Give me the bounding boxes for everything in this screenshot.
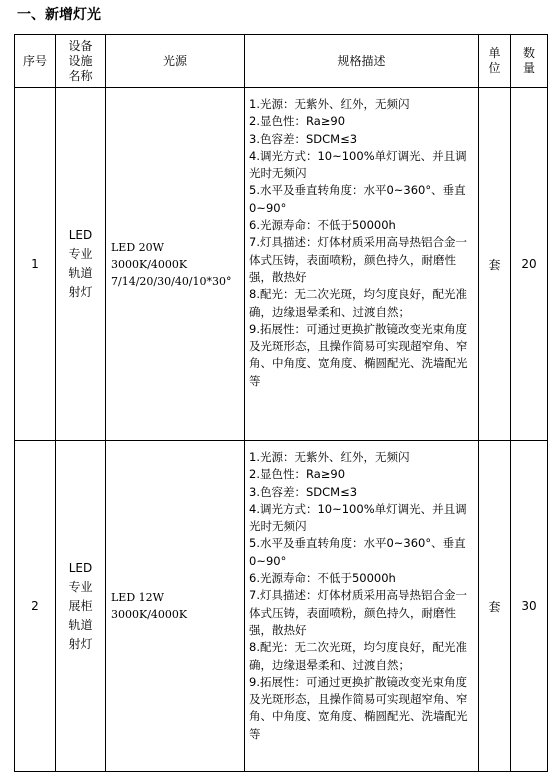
- header-device-name-line: 名称: [68, 68, 93, 83]
- spec-item: 7.灯具描述：灯体材质采用高导热铝合金一体式压铸，表面喷粉，颜色持久，耐磨性强，散热好: [249, 235, 467, 284]
- row-light-source: [106, 88, 245, 441]
- header-index: 序号: [15, 35, 56, 88]
- light-source-line: 3000K/4000K: [111, 257, 188, 271]
- device-name-line: 射灯: [68, 636, 93, 651]
- spec-item: 6.光源寿命：不低于50000h: [249, 571, 396, 586]
- row-quantity: 20: [511, 88, 548, 441]
- header-unit: [479, 35, 511, 88]
- row-index: 2: [15, 441, 56, 772]
- spec-item: 4.调光方式：10~100%单灯调光、并且调光时无频闪: [249, 501, 467, 534]
- device-name-line: 专业: [68, 579, 93, 594]
- header-light-source: 光源: [106, 35, 245, 88]
- spec-item: 1.光源：无紫外、红外，无频闪: [249, 97, 410, 111]
- header-unit-line: 单: [488, 46, 501, 60]
- light-source-line: LED 12W: [111, 591, 164, 604]
- spec-item: 8.配光：无二次光斑，均匀度良好，配光准确，边缘退晕柔和、过渡自然；: [249, 287, 467, 319]
- spec-item: 2.显色性：Ra≥90: [249, 467, 346, 482]
- row-unit: 套: [479, 88, 511, 441]
- device-name-line: 射灯: [68, 285, 93, 299]
- spec-item: 9.拓展性：可通过更换扩散镜改变光束角度及光斑形态，且操作简易可实现超窄角、窄角、中角度、宽角度、椭圆配光、洗墙配光等: [249, 321, 468, 388]
- row-light-source: [106, 441, 245, 772]
- light-source-line: 3000K/4000K: [111, 608, 188, 621]
- device-name-line: 展柜: [68, 598, 93, 613]
- table-row: [15, 441, 548, 772]
- spec-item: 3.色容差：SDCM≤3: [249, 484, 358, 499]
- table-row: [15, 88, 548, 441]
- row-index: 1: [15, 88, 56, 441]
- device-name-line: 专业: [68, 247, 93, 261]
- light-source-line: LED 20W: [111, 240, 164, 254]
- header-quantity: [511, 35, 548, 88]
- header-device-name: [56, 35, 106, 88]
- row-quantity: 30: [511, 441, 548, 772]
- header-spec: 规格描述: [245, 35, 479, 88]
- spec-item: 1.光源：无紫外、红外，无频闪: [249, 450, 410, 464]
- header-quantity-line: 数: [522, 46, 535, 60]
- device-name-line: 轨道: [68, 617, 93, 632]
- spec-item: 4.调光方式：10~100%单灯调光、并且调光时无频闪: [249, 148, 467, 181]
- spec-item: 8.配光：无二次光斑，均匀度良好，配光准确，边缘退晕柔和、过渡自然；: [249, 640, 467, 672]
- light-source-line: 7/14/20/30/40/10*30°: [111, 274, 232, 288]
- spec-item: 5.水平及垂直转角度：水平0~360°、垂直0~90°: [249, 183, 466, 215]
- lighting-spec-table: [14, 34, 548, 772]
- device-name-line: 轨道: [68, 266, 93, 280]
- spec-item: 6.光源寿命：不低于50000h: [249, 218, 396, 233]
- header-quantity-line: 量: [522, 61, 535, 75]
- row-spec: [245, 88, 479, 441]
- device-name-line: LED: [68, 228, 93, 242]
- header-device-name-line: 设施: [68, 53, 93, 68]
- row-spec: [245, 441, 479, 772]
- row-device-name: [56, 441, 106, 772]
- table-header-row: [15, 35, 548, 88]
- header-unit-line: 位: [488, 61, 501, 75]
- device-name-line: LED: [68, 560, 93, 575]
- spec-item: 7.灯具描述：灯体材质采用高导热铝合金一体式压铸，表面喷粉，颜色持久，耐磨性强，散热好: [249, 588, 467, 637]
- header-device-name-line: 设备: [68, 38, 93, 53]
- spec-item: 2.显色性：Ra≥90: [249, 114, 346, 129]
- row-device-name: [56, 88, 106, 441]
- section-title: 一、新增灯光: [17, 7, 101, 23]
- spec-item: 5.水平及垂直转角度：水平0~360°、垂直0~90°: [249, 536, 466, 568]
- spec-item: 9.拓展性：可通过更换扩散镜改变光束角度及光斑形态，且操作简易可实现超窄角、窄角、中角度、宽角度、椭圆配光、洗墙配光等: [249, 674, 468, 741]
- row-unit: 套: [479, 441, 511, 772]
- spec-item: 3.色容差：SDCM≤3: [249, 131, 358, 146]
